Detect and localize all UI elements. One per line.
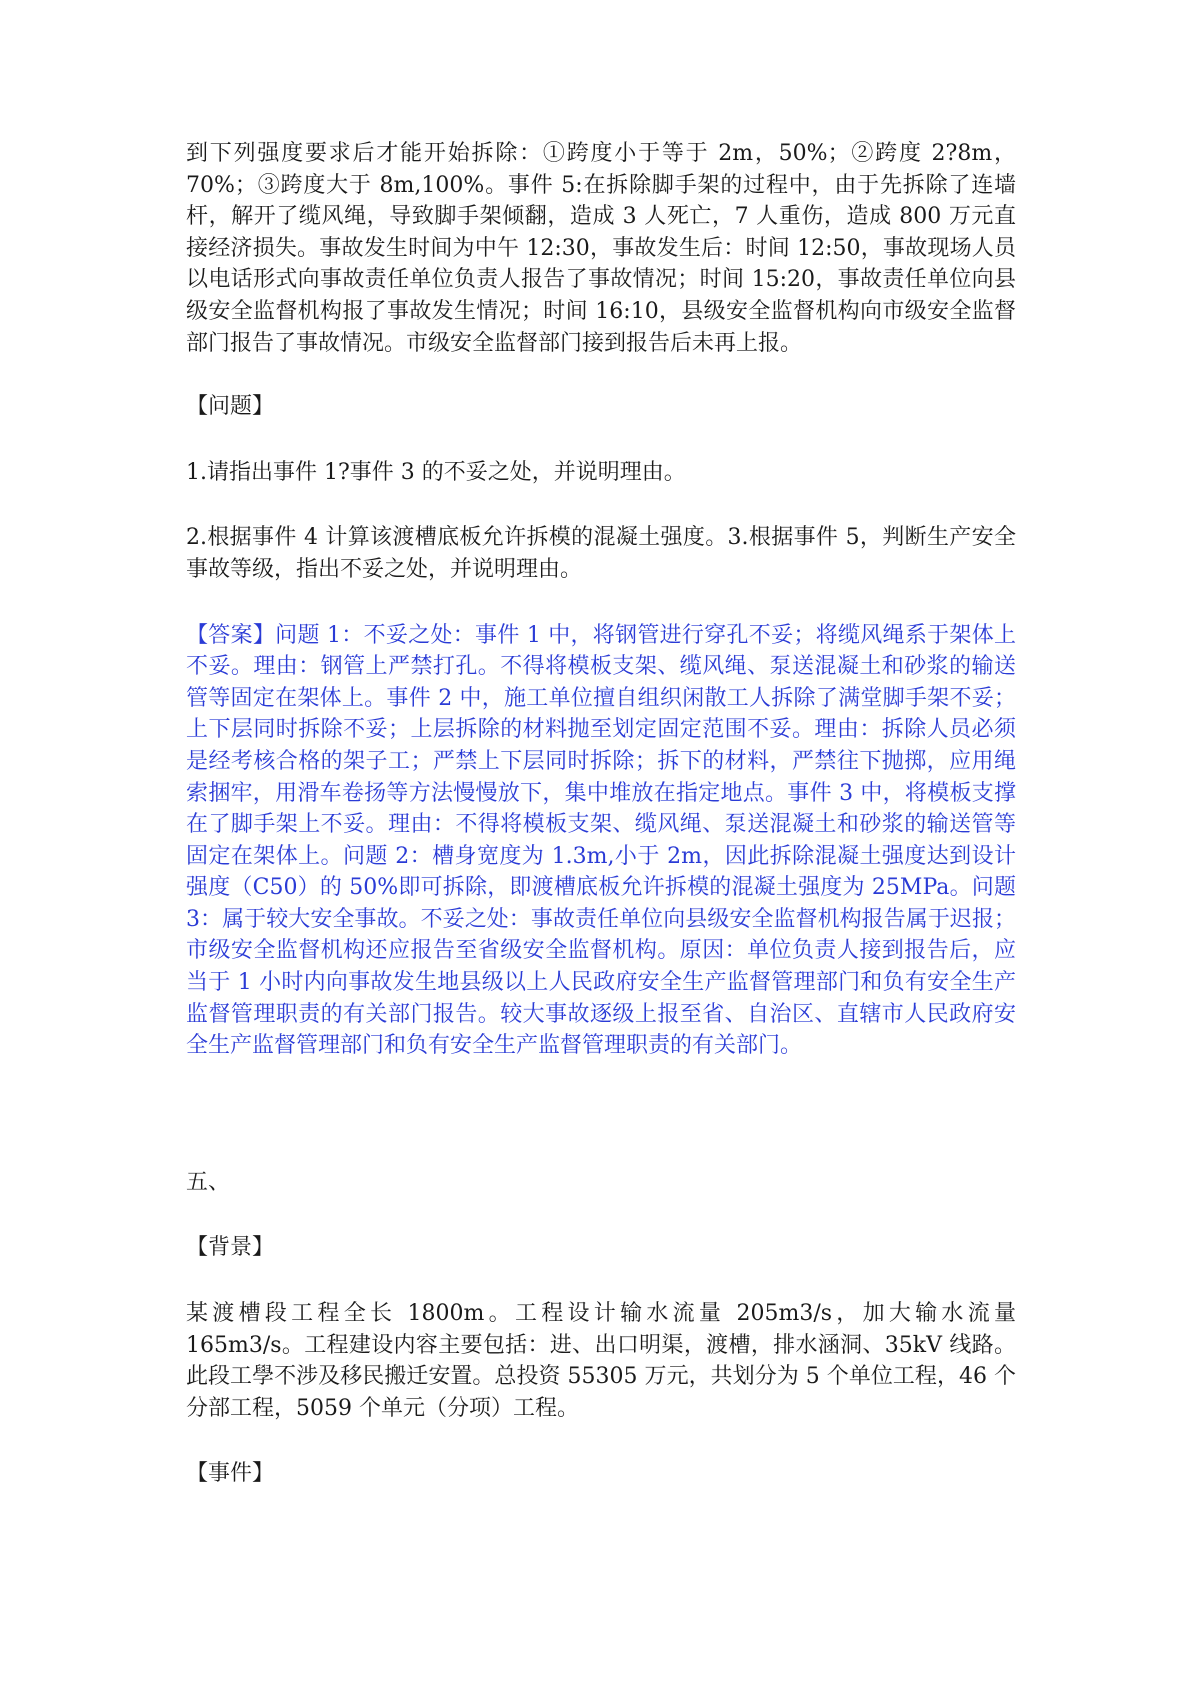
background-heading: 【背景】 bbox=[186, 1235, 275, 1261]
answer-paragraph: 【答案】问题 1：不妥之处：事件 1 中，将钢管进行穿孔不妥；将缆风绳系于架体上不妥。理由：钢管上严禁打孔。不得将模板支架、缆风绳、泵送混凝土和砂浆的输送管等固定在架体上。事件 2 中，施工单位擅自组织闲散工人拆除了满堂脚手架不妥；上下层同时拆除不妥；上层拆除的材料抛至划定固定范围不妥。理由：拆除人员必须是经考核合格的架子工；严禁上下层同时拆除；拆下的材料，严禁往下抛掷，应用绳索捆牢，用滑车卷扬等方法慢慢放下，集中堆放在指定地点。事件 3 中，将模板支撑在了脚手架上不妥。理由：不得将模板支架、缆风绳、泵送混凝土和砂浆的输送管等固定在架体上。问题 2：槽身宽度为 1.3m,小于 2m，因此拆除混凝土强度达到设计强度（C50）的 50%即可拆除，即渡槽底板允许拆模的混凝土强度为 25MPa。问题 3：属于较大安全事故。不妥之处：事故责任单位向县级安全监督机构报告属于迟报；市级安全监督机构还应报告至省级安全监督机构。原因：单位负责人接到报告后，应当于 1 小时内向事故发生地县级以上人民政府安全生产监督管理部门和负有安全生产监督管理职责的有关部门报告。较大事故逐级上报至省、自治区、直辖市人民政府安全生产监督管理部门和负有安全生产监督管理职责的有关部门。 bbox=[186, 622, 1016, 1059]
events-heading: 【事件】 bbox=[186, 1461, 275, 1487]
question-1: 1.请指出事件 1?事件 3 的不妥之处，并说明理由。 bbox=[186, 459, 686, 485]
questions-heading: 【问题】 bbox=[186, 394, 275, 420]
section-number: 五、 bbox=[186, 1169, 231, 1195]
question-2-3: 2.根据事件 4 计算该渡槽底板允许拆模的混凝土强度。3.根据事件 5，判断生产安全事故等级，指出不妥之处，并说明理由。 bbox=[186, 525, 1016, 582]
document-page bbox=[186, 138, 1016, 1490]
background-paragraph: 某渡槽段工程全长 1800m。工程设计输水流量 205m3/s，加大输水流量 165m3/s。工程建设内容主要包括：进、出口明渠，渡槽，排水涵洞、35kV 线路。此段工學不涉及移民搬迁安置。总投资 55305 万元，共划分为 5 个单位工程，46 个分部工程，5059 个单元（分项）工程。 bbox=[186, 1301, 1016, 1421]
event5-continuation-paragraph: 到下列强度要求后才能开始拆除：①跨度小于等于 2m，50%；②跨度 2?8m，70%；③跨度大于 8m,100%。事件 5:在拆除脚手架的过程中，由于先拆除了连墙杆，解开了缆风绳，导致脚手架倾翻，造成 3 人死亡，7 人重伤，造成 800 万元直接经济损失。事故发生时间为中午 12:30，事故发生后：时间 12:50，事故现场人员以电话形式向事故责任单位负责人报告了事故情况；时间 15:20，事故责任单位向县级安全监督机构报了事故发生情况；时间 16:10，县级安全监督机构向市级安全监督部门报告了事故情况。市级安全监督部门接到报告后未再上报。 bbox=[186, 141, 1016, 356]
